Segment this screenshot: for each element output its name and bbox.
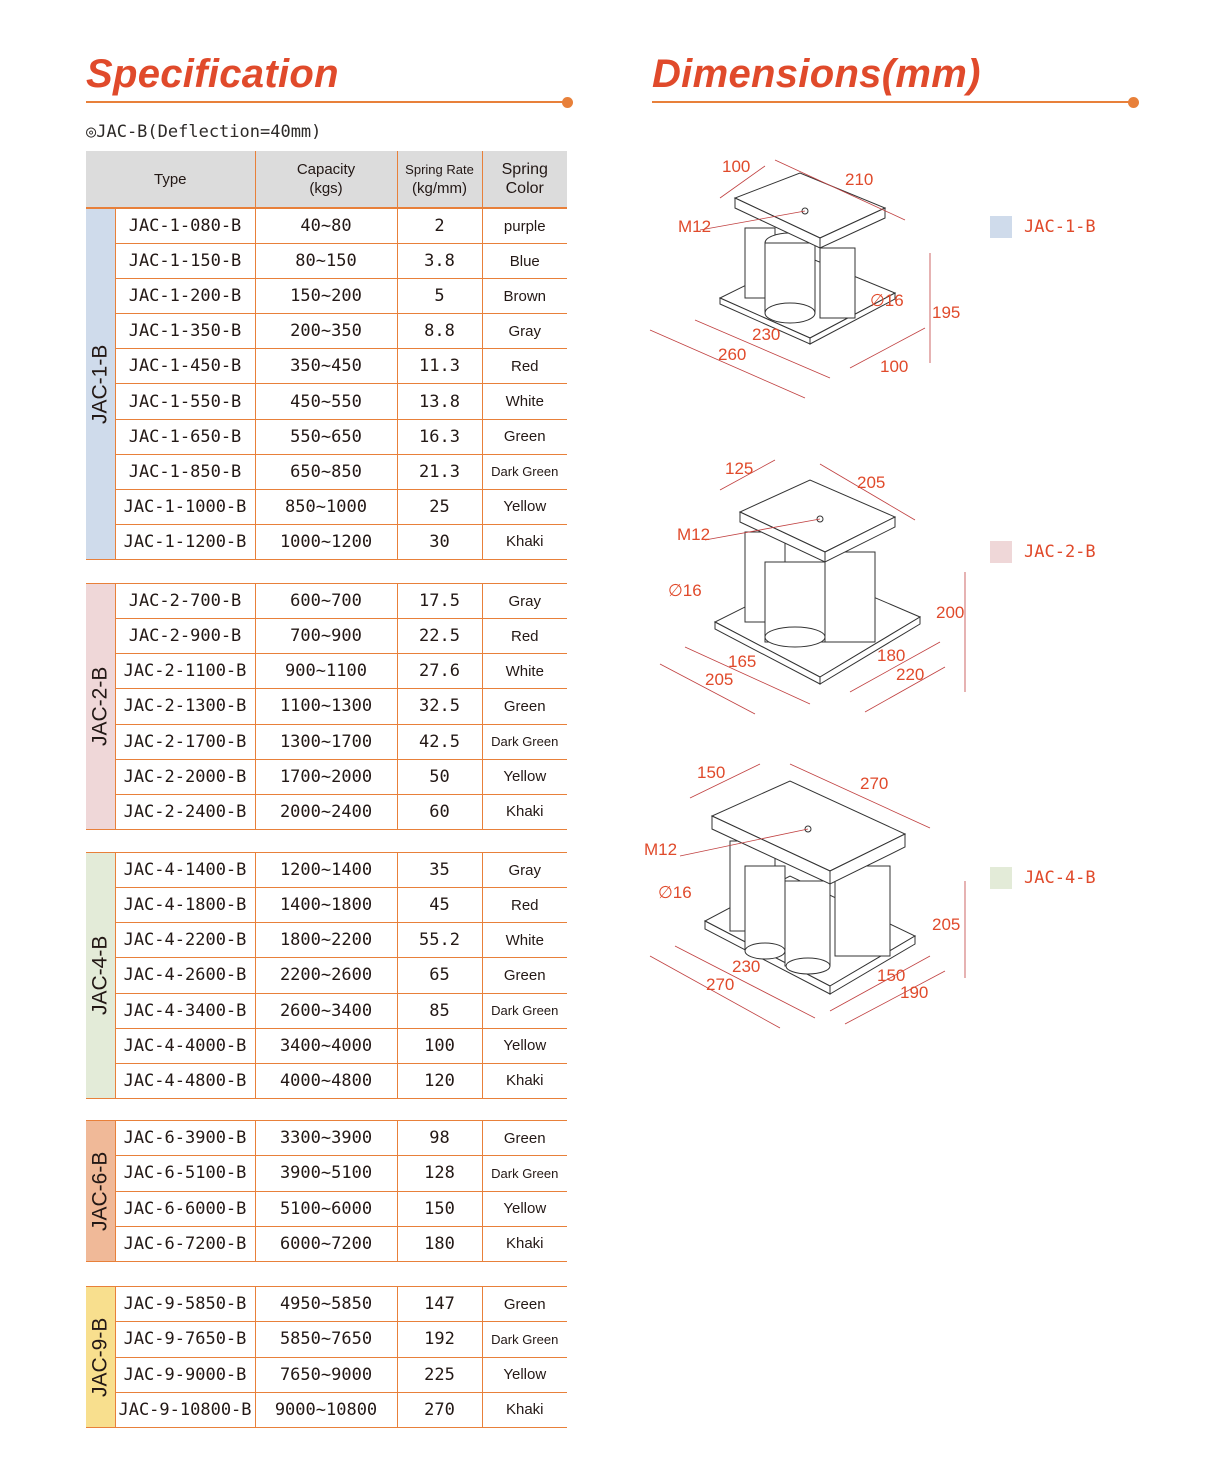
type-cell: JAC-2-2400-B: [115, 794, 255, 829]
table-row: [86, 958, 567, 993]
capacity-cell: 5100~6000: [255, 1191, 397, 1226]
table-row: [86, 1063, 567, 1098]
spec-table-header: [86, 151, 567, 209]
spring-color-cell: Gray: [482, 853, 567, 888]
table-row: [86, 454, 567, 489]
spring-color-cell: Khaki: [482, 1392, 567, 1427]
dim-label: 205: [857, 473, 886, 492]
header-spring-color: Spring Color: [482, 151, 567, 208]
spring-rate-cell: 147: [397, 1287, 482, 1322]
spring-color-cell: Dark Green: [482, 1322, 567, 1357]
type-cell: JAC-1-150-B: [115, 244, 255, 279]
jac-1-b-isometric: [720, 173, 895, 344]
spring-color-cell: Khaki: [482, 794, 567, 829]
table-row: [86, 1322, 567, 1357]
type-cell: JAC-1-650-B: [115, 419, 255, 454]
dim-label: M12: [678, 217, 712, 236]
spec-title-rule: [86, 101, 570, 103]
type-cell: JAC-4-3400-B: [115, 993, 255, 1028]
spring-rate-cell: 25: [397, 489, 482, 524]
group-table-jac-1-b: [86, 208, 567, 560]
spring-color-cell: White: [482, 384, 567, 419]
spring-rate-cell: 3.8: [397, 244, 482, 279]
table-row: [86, 1392, 567, 1427]
table-row: [86, 1156, 567, 1191]
spring-rate-cell: 65: [397, 958, 482, 993]
table-row: [86, 759, 567, 794]
dim-label: 180: [877, 646, 906, 665]
dim-label: 210: [845, 170, 874, 189]
type-cell: JAC-2-700-B: [115, 584, 255, 619]
spring-rate-cell: 5: [397, 279, 482, 314]
type-cell: JAC-4-1800-B: [115, 888, 255, 923]
capacity-cell: 1100~1300: [255, 689, 397, 724]
table-row: [86, 923, 567, 958]
spring-rate-cell: 16.3: [397, 419, 482, 454]
spring-rate-cell: 120: [397, 1063, 482, 1098]
spring-color-cell: Gray: [482, 314, 567, 349]
capacity-cell: 2000~2400: [255, 794, 397, 829]
spring-rate-cell: 42.5: [397, 724, 482, 759]
table-row: [86, 1357, 567, 1392]
dim-title-rule: [652, 101, 1136, 103]
type-cell: JAC-4-4000-B: [115, 1028, 255, 1063]
type-cell: JAC-6-5100-B: [115, 1156, 255, 1191]
type-cell: JAC-9-10800-B: [115, 1392, 255, 1427]
jac-1-b-drawing: [640, 148, 1000, 418]
capacity-cell: 4000~4800: [255, 1063, 397, 1098]
dim-label: 200: [936, 603, 965, 622]
type-cell: JAC-1-200-B: [115, 279, 255, 314]
dim-label: 125: [725, 459, 754, 478]
type-cell: JAC-4-4800-B: [115, 1063, 255, 1098]
spring-rate-cell: 27.6: [397, 654, 482, 689]
capacity-cell: 450~550: [255, 384, 397, 419]
type-cell: JAC-4-1400-B: [115, 853, 255, 888]
table-row: [86, 419, 567, 454]
spring-rate-cell: 32.5: [397, 689, 482, 724]
legend-label: JAC-2-B: [1024, 542, 1096, 562]
spring-color-cell: Dark Green: [482, 1156, 567, 1191]
table-row: [86, 1028, 567, 1063]
capacity-cell: 9000~10800: [255, 1392, 397, 1427]
table-row: [86, 1191, 567, 1226]
capacity-cell: 1800~2200: [255, 923, 397, 958]
table-row: [86, 209, 567, 244]
table-row: [86, 524, 567, 559]
header-capacity: Capacity (kgs): [255, 151, 397, 208]
spring-rate-cell: 180: [397, 1226, 482, 1261]
dim-label: 260: [718, 345, 747, 364]
table-row: [86, 1121, 567, 1156]
spring-color-cell: Yellow: [482, 1191, 567, 1226]
table-row: [86, 314, 567, 349]
dim-label: 100: [722, 157, 751, 176]
spring-color-cell: Brown: [482, 279, 567, 314]
group-table-jac-2-b: [86, 583, 567, 830]
capacity-cell: 7650~9000: [255, 1357, 397, 1392]
table-row: [86, 888, 567, 923]
table-row: [86, 689, 567, 724]
legend-jac-2-b: [990, 541, 1096, 563]
type-cell: JAC-4-2600-B: [115, 958, 255, 993]
group-tab: [86, 209, 115, 560]
spring-rate-cell: 55.2: [397, 923, 482, 958]
capacity-cell: 1400~1800: [255, 888, 397, 923]
capacity-cell: 600~700: [255, 584, 397, 619]
specification-title: Specification: [86, 52, 339, 96]
spring-color-cell: Yellow: [482, 1357, 567, 1392]
spring-rate-cell: 13.8: [397, 384, 482, 419]
spring-color-cell: Blue: [482, 244, 567, 279]
spring-color-cell: White: [482, 923, 567, 958]
spring-color-cell: Yellow: [482, 1028, 567, 1063]
spring-rate-cell: 30: [397, 524, 482, 559]
table-row: [86, 993, 567, 1028]
capacity-cell: 900~1100: [255, 654, 397, 689]
type-cell: JAC-1-550-B: [115, 384, 255, 419]
legend-jac-1-b: [990, 216, 1096, 238]
jac-2-b-drawing: [640, 452, 1000, 727]
group-tab: [86, 584, 115, 830]
spring-rate-cell: 100: [397, 1028, 482, 1063]
legend-swatch: [990, 541, 1012, 563]
spring-rate-cell: 50: [397, 759, 482, 794]
spring-color-cell: White: [482, 654, 567, 689]
spring-rate-cell: 2: [397, 209, 482, 244]
table-row: [86, 584, 567, 619]
spring-color-cell: Yellow: [482, 759, 567, 794]
type-cell: JAC-6-3900-B: [115, 1121, 255, 1156]
table-subtitle: ◎JAC-B(Deflection=40mm): [86, 122, 322, 142]
spring-color-cell: Khaki: [482, 1063, 567, 1098]
table-row: [86, 1287, 567, 1322]
table-row: [86, 724, 567, 759]
dim-label: 205: [932, 915, 961, 934]
dim-label: 150: [877, 966, 906, 985]
legend-label: JAC-1-B: [1024, 217, 1096, 237]
group-table-jac-4-b: [86, 852, 567, 1099]
table-row: [86, 349, 567, 384]
spring-color-cell: Dark Green: [482, 993, 567, 1028]
capacity-cell: 2600~3400: [255, 993, 397, 1028]
dimensions-title: Dimensions(mm): [652, 52, 981, 96]
dim-label: M12: [644, 840, 678, 859]
table-row: [86, 654, 567, 689]
table-row: [86, 244, 567, 279]
capacity-cell: 200~350: [255, 314, 397, 349]
capacity-cell: 3300~3900: [255, 1121, 397, 1156]
spring-rate-cell: 150: [397, 1191, 482, 1226]
group-label: JAC-1-B: [88, 344, 112, 424]
table-row: [86, 1226, 567, 1261]
type-cell: JAC-2-900-B: [115, 619, 255, 654]
dim-label: 165: [728, 652, 757, 671]
dim-label: 270: [706, 975, 735, 994]
type-cell: JAC-1-450-B: [115, 349, 255, 384]
dim-label: 190: [900, 983, 929, 1002]
type-cell: JAC-1-1200-B: [115, 524, 255, 559]
capacity-cell: 1700~2000: [255, 759, 397, 794]
group-label: JAC-4-B: [88, 935, 112, 1016]
spring-color-cell: Dark Green: [482, 454, 567, 489]
type-cell: JAC-9-5850-B: [115, 1287, 255, 1322]
type-cell: JAC-9-7650-B: [115, 1322, 255, 1357]
spring-rate-cell: 225: [397, 1357, 482, 1392]
type-cell: JAC-1-850-B: [115, 454, 255, 489]
spring-rate-cell: 21.3: [397, 454, 482, 489]
legend-swatch: [990, 867, 1012, 889]
dim-label: 205: [705, 670, 734, 689]
capacity-cell: 3900~5100: [255, 1156, 397, 1191]
spring-color-cell: Yellow: [482, 489, 567, 524]
spring-color-cell: Khaki: [482, 1226, 567, 1261]
header-type: Type: [86, 151, 255, 208]
dim-label: 230: [732, 957, 761, 976]
type-cell: JAC-1-350-B: [115, 314, 255, 349]
header-spring-rate: Spring Rate (kg/mm): [397, 151, 482, 208]
dim-label: 195: [932, 303, 961, 322]
table-row: [86, 853, 567, 888]
spring-color-cell: Green: [482, 689, 567, 724]
group-label: JAC-6-B: [88, 1151, 112, 1231]
capacity-cell: 80~150: [255, 244, 397, 279]
table-row: [86, 384, 567, 419]
group-tab: [86, 853, 115, 1099]
spec-rule-dot: [562, 97, 573, 108]
dim-label: 220: [896, 665, 925, 684]
capacity-cell: 550~650: [255, 419, 397, 454]
spring-color-cell: Red: [482, 349, 567, 384]
dim-label: 100: [880, 357, 909, 376]
spring-color-cell: Green: [482, 419, 567, 454]
dim-rule-dot: [1128, 97, 1139, 108]
spring-rate-cell: 270: [397, 1392, 482, 1427]
spring-rate-cell: 35: [397, 853, 482, 888]
group-tab: [86, 1287, 115, 1428]
capacity-cell: 700~900: [255, 619, 397, 654]
spring-color-cell: Green: [482, 1121, 567, 1156]
capacity-cell: 2200~2600: [255, 958, 397, 993]
dim-label: 270: [860, 774, 889, 793]
spring-color-cell: Khaki: [482, 524, 567, 559]
spring-rate-cell: 22.5: [397, 619, 482, 654]
table-row: [86, 279, 567, 314]
type-cell: JAC-1-1000-B: [115, 489, 255, 524]
capacity-cell: 350~450: [255, 349, 397, 384]
capacity-cell: 1200~1400: [255, 853, 397, 888]
spring-color-cell: Gray: [482, 584, 567, 619]
spring-color-cell: Dark Green: [482, 724, 567, 759]
spring-rate-cell: 98: [397, 1121, 482, 1156]
spring-color-cell: Red: [482, 888, 567, 923]
table-row: [86, 489, 567, 524]
type-cell: JAC-1-080-B: [115, 209, 255, 244]
group-label: JAC-9-B: [88, 1317, 112, 1397]
capacity-cell: 1300~1700: [255, 724, 397, 759]
type-cell: JAC-6-6000-B: [115, 1191, 255, 1226]
spring-rate-cell: 8.8: [397, 314, 482, 349]
table-row: [86, 794, 567, 829]
group-table-jac-6-b: [86, 1120, 567, 1262]
capacity-cell: 3400~4000: [255, 1028, 397, 1063]
capacity-cell: 650~850: [255, 454, 397, 489]
capacity-cell: 4950~5850: [255, 1287, 397, 1322]
jac-4-b-drawing: [640, 756, 1000, 1041]
spring-rate-cell: 128: [397, 1156, 482, 1191]
spring-rate-cell: 17.5: [397, 584, 482, 619]
dim-label: ∅16: [870, 291, 904, 310]
group-label: JAC-2-B: [88, 666, 112, 747]
spring-color-cell: Green: [482, 958, 567, 993]
type-cell: JAC-6-7200-B: [115, 1226, 255, 1261]
dim-label: 150: [697, 763, 726, 782]
legend-jac-4-b: [990, 867, 1096, 889]
type-cell: JAC-2-1300-B: [115, 689, 255, 724]
type-cell: JAC-9-9000-B: [115, 1357, 255, 1392]
spring-color-cell: Red: [482, 619, 567, 654]
spring-color-cell: purple: [482, 209, 567, 244]
spring-rate-cell: 45: [397, 888, 482, 923]
capacity-cell: 5850~7650: [255, 1322, 397, 1357]
type-cell: JAC-2-1700-B: [115, 724, 255, 759]
group-table-jac-9-b: [86, 1286, 567, 1428]
dim-label: ∅16: [668, 581, 702, 600]
table-row: [86, 619, 567, 654]
legend-swatch: [990, 216, 1012, 238]
spring-rate-cell: 11.3: [397, 349, 482, 384]
capacity-cell: 1000~1200: [255, 524, 397, 559]
dim-label: M12: [677, 525, 711, 544]
capacity-cell: 6000~7200: [255, 1226, 397, 1261]
group-tab: [86, 1121, 115, 1262]
capacity-cell: 40~80: [255, 209, 397, 244]
spring-rate-cell: 85: [397, 993, 482, 1028]
spring-rate-cell: 192: [397, 1322, 482, 1357]
legend-label: JAC-4-B: [1024, 868, 1096, 888]
capacity-cell: 150~200: [255, 279, 397, 314]
spring-rate-cell: 60: [397, 794, 482, 829]
type-cell: JAC-4-2200-B: [115, 923, 255, 958]
type-cell: JAC-2-2000-B: [115, 759, 255, 794]
capacity-cell: 850~1000: [255, 489, 397, 524]
dim-label: 230: [752, 325, 781, 344]
dim-label: ∅16: [658, 883, 692, 902]
type-cell: JAC-2-1100-B: [115, 654, 255, 689]
spring-color-cell: Green: [482, 1287, 567, 1322]
